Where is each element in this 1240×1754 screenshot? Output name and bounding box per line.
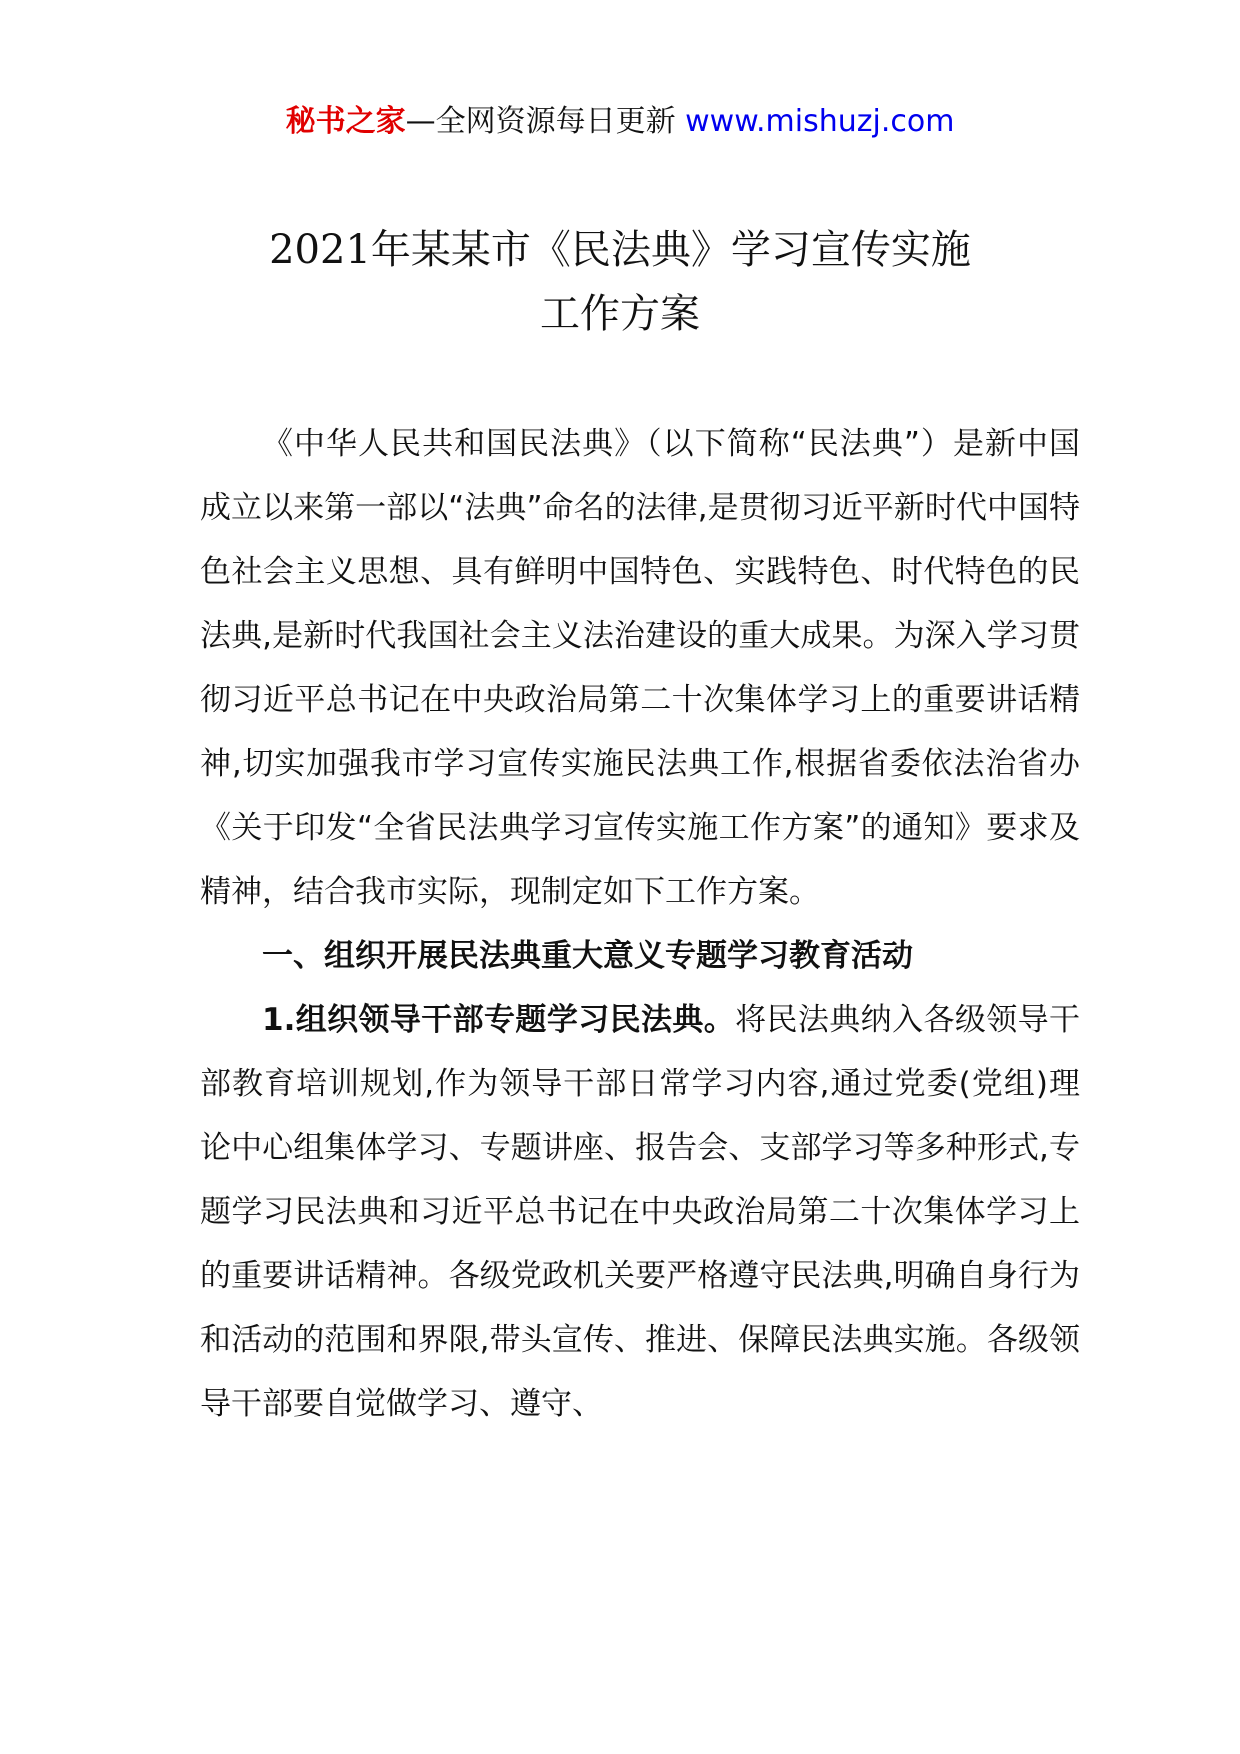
site-header [0, 100, 1240, 144]
site-url-link[interactable]: www.mishuzj.com [685, 104, 955, 139]
document-body [200, 412, 1080, 1436]
section-1-heading: 一、组织开展民法典重大意义专题学习教育活动 [262, 938, 913, 974]
intro-paragraph: 《中华人民共和国民法典》（以下简称“民法典”）是新中国成立以来第一部以“法典”命名的法律,是贯彻习近平新时代中国特色社会主义思想、具有鲜明中国特色、实践特色、时代特色的民法典,是新时代我国社会主义法治建设的重大成果。为深入学习贯彻习近平总书记在中央政治局第二十次集体学习上的重要讲话精神,切实加强我市学习宣传实施民法典工作,根据省委依法治省办《关于印发“全省民法典学习宣传实施工作方案”的通知》要求及精神，结合我市实际，现制定如下工作方案。 [200, 426, 1080, 910]
site-brand: 秘书之家 [285, 104, 406, 139]
item-1-lead: 1.组织领导干部专题学习民法典。 [262, 1002, 736, 1038]
item-1-paragraph [200, 988, 1080, 1436]
document-title-line-2: 工作方案 [540, 291, 700, 337]
site-tagline: —全网资源每日更新 [405, 104, 676, 139]
item-1-text: 将民法典纳入各级领导干部教育培训规划,作为领导干部日常学习内容,通过党委(党组)理论中心组集体学习、专题讲座、报告会、支部学习等多种形式,专题学习民法典和习近平总书记在中央政治局第二十次集体学习上的重要讲话精神。各级党政机关要严格遵守民法典,明确自身行为和活动的范围和界限,带头宣传、推进、保障民法典实施。各级领导干部要自觉做学习、遵守、 [200, 1002, 1080, 1422]
document-title-line-1: 2021年某某市《民法典》学习宣传实施 [269, 227, 971, 273]
document-title [140, 218, 1100, 346]
